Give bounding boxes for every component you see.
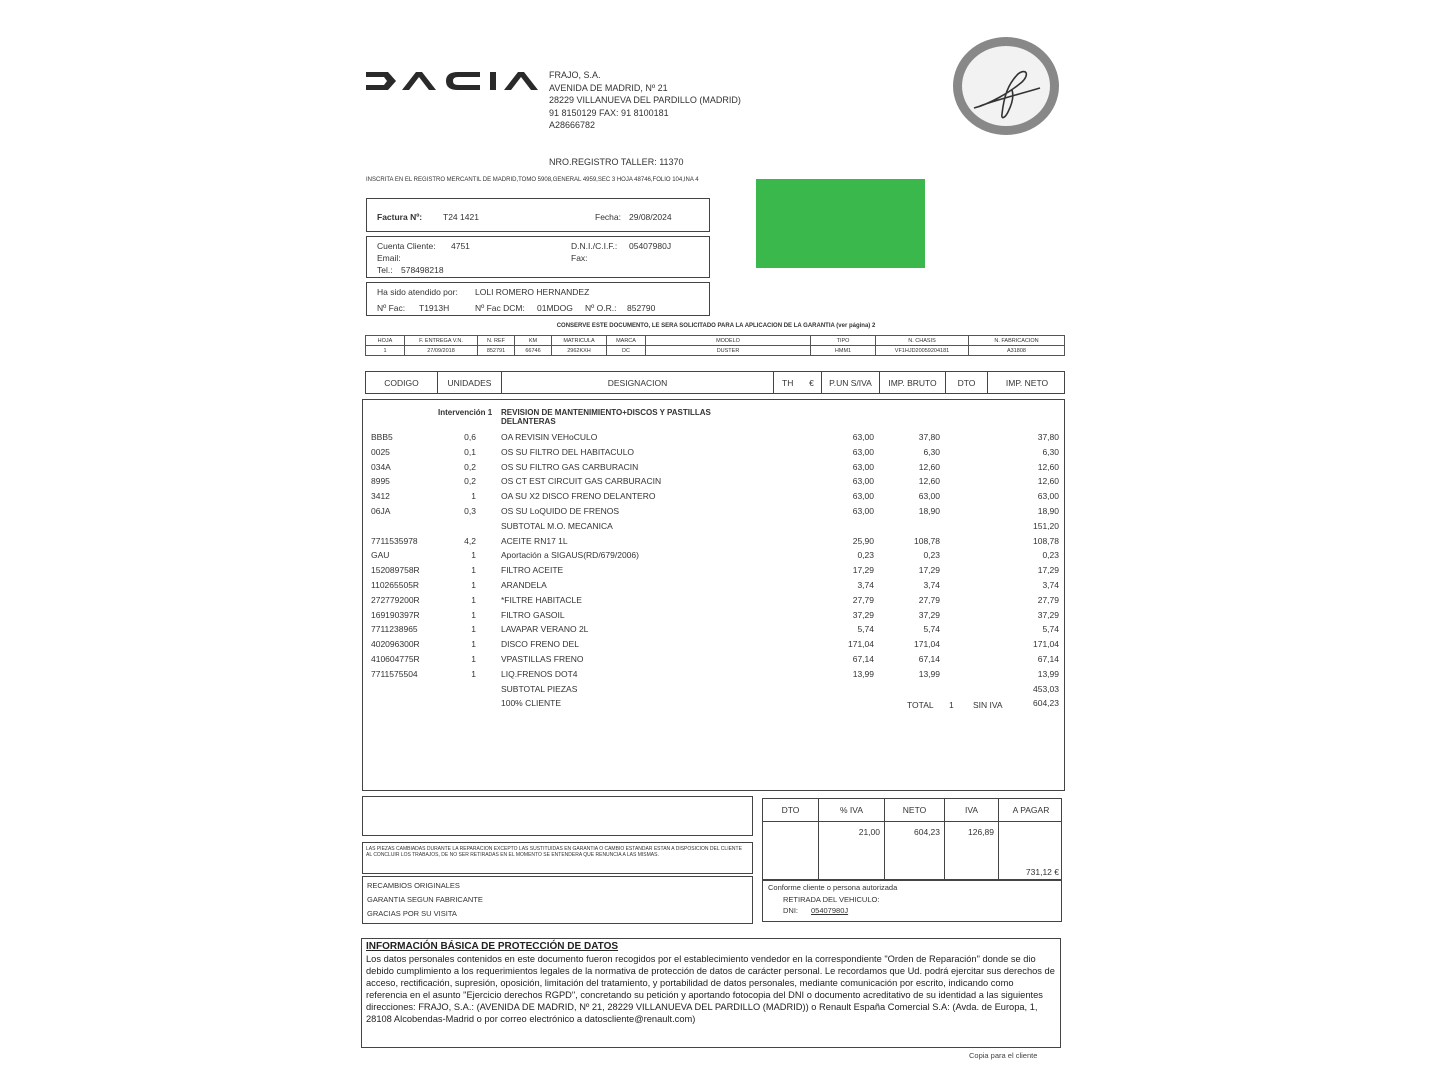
vehicle-header: MODELO (646, 336, 811, 346)
vehicle-header: MARCA (607, 336, 646, 346)
table-row (363, 432, 1064, 446)
table-row (363, 669, 1064, 683)
total-label: TOTAL (907, 700, 934, 710)
line-pu: 3,74 (857, 580, 874, 590)
line-bruto: 37,80 (918, 432, 940, 442)
table-row (363, 521, 1064, 535)
line-code: GAU (371, 550, 390, 561)
line-pu: 63,00 (852, 432, 874, 442)
intervention-title: REVISION DE MANTENIMIENTO+DISCOS Y PASTILLAS (501, 408, 711, 417)
company-address: AVENIDA DE MADRID, Nº 21 (549, 82, 668, 93)
vehicle-header: F. ENTREGA V.N. (405, 336, 478, 346)
legal-note: LAS PIEZAS CAMBIADAS DURANTE LA REPARACION EXCEPTO LAS SUSTITUIDAS EN GARANTIA O CAMBIO ESTANDAR ESTAN A DISPOSICION DEL CLIENTE AL CONCLUIR LOS TRABAJOS, DE NO SER RETIRADAS EN EL MOMENTO SE ENTENDERA QUE RENUNCIA A LAS MISMAS. (362, 842, 753, 874)
line-neto: 18,90 (1037, 506, 1059, 516)
line-qty: 0,2 (464, 476, 476, 487)
vehicle-value: VF1HJD20059204181 (876, 346, 969, 356)
line-pu: 25,90 (852, 535, 874, 546)
line-desc: ARANDELA (501, 580, 547, 590)
vehicle-header: KM (515, 336, 552, 346)
nfac-value: T1913H (419, 303, 450, 313)
total-count: 1 (949, 700, 954, 710)
table-row (363, 447, 1064, 461)
summary-header: % IVA (840, 805, 863, 815)
col-th: TH (782, 377, 794, 388)
lines-box (362, 399, 1065, 791)
line-bruto: 171,04 (914, 639, 940, 650)
table-row (363, 684, 1064, 698)
col-euro: € (802, 372, 822, 393)
company-info (549, 69, 741, 132)
line-neto: 5,74 (1042, 624, 1059, 635)
line-code: 410604775R (371, 654, 420, 664)
table-row (363, 698, 1064, 712)
line-bruto: 0,23 (923, 550, 940, 561)
line-qty: 1 (471, 654, 476, 664)
fecha-label: Fecha: (595, 212, 621, 222)
summary-col-apagar (999, 799, 1063, 879)
line-neto: 12,60 (1037, 461, 1059, 472)
line-bruto: 5,74 (923, 624, 940, 635)
line-desc: FILTRO GASOIL (501, 609, 565, 620)
line-qty: 0,3 (464, 506, 476, 516)
vehicle-value: HMM1 (811, 346, 876, 356)
line-code: 7711575504 (371, 668, 418, 679)
line-desc: OS SU LoQUIDO DE FRENOS (501, 506, 620, 516)
line-bruto: 27,79 (918, 594, 940, 605)
line-qty: 1 (471, 550, 476, 561)
summary-value: 604,23 (914, 827, 940, 837)
summary-col-neto (885, 799, 945, 879)
lines-header (365, 371, 1065, 394)
line-desc: OS SU FILTRO DEL HABITACULO (501, 446, 635, 457)
atendido-box (366, 282, 710, 316)
vehicle-header: N. REF (478, 336, 515, 346)
line-qty: 1 (471, 565, 476, 576)
line-code: 0025 (371, 446, 390, 457)
col-dto: DTO (946, 372, 988, 393)
vehicle-value: 2962KXH (552, 346, 607, 356)
line-neto: 151,20 (1033, 520, 1059, 531)
cliente-box (366, 236, 710, 278)
table-row (363, 550, 1064, 564)
privacy-text: Los datos personales contenidos en este documento fueron recogidos por el establecimiento vendedor en la correspondiente "Orden de Reparación" donde se dio debido cumplimiento a los requerimientos legales de la normativa de protección de datos de carácter personal. Le recordamos que Ud. podrá ejercitar sus derechos de acceso, rectificación, supresión, oposición, limitación del tratamiento, y portabilidad de datos personales, mediante comunicación por escrito, indicando como referencia en el asunto "Ejercicio derechos RGPD", concretando su petición y aportando fotocopia del DNI o documento acreditativo de su identidad a las siguientes direcciones: FRAJO, S.A.: (AVENIDA DE MADRID, Nº 21, 28229 VILLANUEVA DEL PARDILLO (MADRID)) o Renault España Comercial S.A: (Avda. de Europa, 1, 28108 Alcobendas-Madrid o por correo electrónico a datoscliente@renault.com) (366, 954, 1055, 1024)
dacia-logo (366, 66, 538, 96)
line-code: 3412 (371, 491, 390, 502)
vehicle-header: N. FABRICACION (969, 336, 1065, 346)
line-bruto: 37,29 (918, 609, 940, 620)
line-pu: 67,14 (852, 654, 874, 664)
line-pu: 17,29 (852, 565, 874, 576)
line-pu: 0,23 (857, 550, 874, 561)
line-code: 7711238965 (371, 624, 418, 635)
redacted-green-box (756, 179, 925, 268)
line-pu: 63,00 (852, 461, 874, 472)
line-bruto: 12,60 (918, 476, 940, 487)
table-row (363, 506, 1064, 520)
line-code: 06JA (371, 506, 391, 516)
line-desc: ACEITE RN17 1L (501, 535, 568, 546)
summary-value: 126,89 (968, 827, 994, 837)
atendido-name: LOLI ROMERO HERNANDEZ (475, 287, 590, 297)
line-qty: 1 (471, 639, 476, 650)
inscripcion-registro: INSCRITA EN EL REGISTRO MERCANTIL DE MADRID,TOMO 5908,GENERAL 4959,SEC 3 HOJA 48746,FOLIO 104,INA 4 (366, 177, 699, 183)
fecha-value: 29/08/2024 (629, 212, 672, 222)
line-pu: 37,29 (852, 609, 874, 620)
conformidad-box (762, 880, 1062, 922)
col-unidades: UNIDADES (438, 372, 502, 393)
vehicle-value: DUSTER (646, 346, 811, 356)
vehicle-table (365, 335, 1065, 356)
signature-stamp (950, 34, 1062, 138)
line-desc: FILTRO ACEITE (501, 565, 564, 576)
line-code: 8995 (371, 476, 390, 487)
summary-header: DTO (781, 805, 800, 815)
line-desc: 100% CLIENTE (501, 698, 561, 709)
line-neto: 67,14 (1037, 654, 1059, 664)
line-neto: 453,03 (1033, 683, 1059, 694)
line-neto: 17,29 (1037, 565, 1059, 576)
table-row (363, 565, 1064, 579)
company-city: 28229 VILLANUEVA DEL PARDILLO (MADRID) (549, 95, 741, 105)
line-desc: OS CT EST CIRCUIT GAS CARBURACIN (501, 476, 662, 487)
line-bruto: 63,00 (918, 491, 940, 502)
line-neto: 6,30 (1042, 446, 1059, 457)
vehicle-value: 27/09/2018 (405, 346, 478, 356)
line-bruto: 12,60 (918, 461, 940, 472)
line-neto: 171,04 (1033, 639, 1059, 650)
atendido-label: Ha sido atendido por: (377, 287, 458, 297)
conformidad-dni-label: DNI: (783, 906, 798, 915)
dni-value: 05407980J (629, 241, 672, 251)
cuenta-label: Cuenta Cliente: (377, 241, 436, 251)
line-qty: 1 (471, 609, 476, 620)
privacy-title: INFORMACIÓN BÁSICA DE PROTECCIÓN DE DATOS (366, 941, 619, 952)
line-neto: 12,60 (1037, 476, 1059, 487)
summary-header: NETO (902, 805, 927, 815)
summary-header: IVA (964, 805, 979, 815)
vehicle-value: 1 (366, 346, 405, 356)
company-cif: A28666782 (549, 120, 596, 130)
factura-label: Factura Nº: (377, 212, 423, 222)
table-row (363, 580, 1064, 594)
privacy-box (361, 938, 1061, 1048)
summary-box (762, 798, 1062, 880)
recambios-line: GRACIAS POR SU VISITA (367, 909, 457, 918)
table-row (363, 476, 1064, 490)
col-pun: P.UN S/IVA (822, 372, 880, 393)
line-code: 110265505R (371, 580, 420, 590)
vehicle-header-row (366, 336, 1065, 346)
factura-box (366, 198, 710, 232)
line-desc: Aportación a SIGAUS(RD/679/2006) (501, 550, 639, 561)
or-value: 852790 (627, 303, 656, 313)
line-desc: DISCO FRENO DEL (501, 639, 579, 650)
line-code: 152089758R (371, 565, 420, 576)
conformidad-line2: RETIRADA DEL VEHICULO: (783, 895, 880, 904)
summary-value: 21,00 (858, 827, 880, 837)
table-row (363, 536, 1064, 550)
line-bruto: 67,14 (918, 654, 940, 664)
vehicle-header: MATRICULA (552, 336, 607, 346)
intervention-label: Intervención 1 (438, 408, 493, 417)
line-code: 7711535978 (371, 535, 418, 546)
vehicle-value: 852791 (478, 346, 515, 356)
recambios-line: RECAMBIOS ORIGINALES (367, 881, 460, 890)
col-codigo: CODIGO (366, 372, 438, 393)
vehicle-value: 66746 (515, 346, 552, 356)
or-label: Nº O.R.: (585, 303, 617, 313)
line-code: BBB5 (371, 432, 393, 442)
line-code: 169190397R (371, 609, 420, 620)
vehicle-header: HOJA (366, 336, 405, 346)
vehicle-value-row (366, 346, 1065, 356)
line-desc: OA SU X2 DISCO FRENO DELANTERO (501, 491, 656, 502)
line-code: 272779200R (371, 594, 420, 605)
summary-col-dto (763, 799, 819, 879)
line-desc: LIQ.FRENOS DOT4 (501, 668, 578, 679)
line-code: 034A (371, 461, 391, 472)
table-row (363, 624, 1064, 638)
vehicle-value: A31808 (969, 346, 1065, 356)
line-qty: 1 (471, 624, 476, 635)
line-bruto: 108,78 (914, 535, 940, 546)
line-pu: 27,79 (852, 594, 874, 605)
nfac-label: Nº Fac: (377, 303, 406, 313)
line-neto: 27,79 (1037, 594, 1059, 605)
intervention-title-2: DELANTERAS (501, 417, 556, 426)
line-neto: 37,29 (1037, 609, 1059, 620)
line-neto: 0,23 (1042, 550, 1059, 561)
line-bruto: 13,99 (918, 668, 940, 679)
line-pu: 63,00 (852, 491, 874, 502)
summary-col-iva (945, 799, 999, 879)
table-row (363, 639, 1064, 653)
table-row (363, 595, 1064, 609)
line-neto: 3,74 (1042, 580, 1059, 590)
line-qty: 0,2 (464, 461, 476, 472)
line-bruto: 17,29 (918, 565, 940, 576)
line-neto: 37,80 (1037, 432, 1059, 442)
line-neto: 604,23 (1033, 698, 1059, 709)
line-qty: 1 (471, 580, 476, 590)
notes-box (362, 796, 753, 836)
line-qty: 0,1 (464, 446, 476, 457)
summary-col-piva (819, 799, 885, 879)
fax-label: Fax: (571, 253, 588, 263)
summary-header: A PAGAR (1012, 805, 1050, 815)
recambios-box (362, 876, 753, 924)
line-pu: 63,00 (852, 476, 874, 487)
line-desc: OA REVISIN VEHoCULO (501, 432, 598, 442)
table-row (363, 654, 1064, 668)
copia-label: Copia para el cliente (969, 1051, 1038, 1060)
vehicle-header: TIPO (811, 336, 876, 346)
line-desc: SUBTOTAL PIEZAS (501, 683, 578, 694)
dcm-label: Nº Fac DCM: (475, 303, 525, 313)
line-code: 402096300R (371, 639, 420, 650)
line-neto: 108,78 (1033, 535, 1059, 546)
line-bruto: 6,30 (923, 446, 940, 457)
company-phone: 91 8150129 FAX: 91 8100181 (549, 107, 669, 118)
line-neto: 13,99 (1037, 668, 1059, 679)
table-row (363, 462, 1064, 476)
line-qty: 1 (471, 594, 476, 605)
email-label: Email: (377, 253, 401, 263)
line-qty: 1 (471, 491, 476, 502)
summary-total: 731,12 € (1025, 867, 1059, 877)
line-desc: LAVAPAR VERANO 2L (501, 624, 589, 635)
line-desc: *FILTRE HABITACLE (501, 594, 582, 605)
tel-value: 578498218 (401, 265, 444, 275)
line-qty: 1 (471, 668, 476, 679)
line-desc: SUBTOTAL M.O. MECANICA (501, 520, 613, 531)
factura-number: T24 1421 (443, 212, 479, 222)
warranty-notice: CONSERVE ESTE DOCUMENTO, LE SERA SOLICITADO PARA LA APLICACION DE LA GARANTIA (ver página) 2 (556, 323, 876, 329)
col-neto: IMP. NETO (1005, 377, 1049, 388)
col-bruto: IMP. BRUTO (880, 372, 946, 393)
line-pu: 171,04 (848, 639, 874, 650)
line-bruto: 18,90 (918, 506, 940, 516)
line-neto: 63,00 (1037, 491, 1059, 502)
vehicle-value: DC (607, 346, 646, 356)
conformidad-line1: Conforme cliente o persona autorizada (768, 883, 898, 892)
table-row (363, 491, 1064, 505)
tel-label: Tel.: (377, 265, 393, 275)
line-bruto: 3,74 (923, 580, 940, 590)
registro-taller: NRO.REGISTRO TALLER: 11370 (549, 157, 684, 167)
company-name: FRAJO, S.A. (549, 70, 601, 80)
table-row (363, 610, 1064, 624)
vehicle-header: N. CHASIS (876, 336, 969, 346)
line-pu: 5,74 (857, 624, 874, 635)
cuenta-value: 4751 (451, 241, 470, 251)
total-siniva: SIN IVA (973, 700, 1003, 710)
col-designacion: DESIGNACION (502, 372, 774, 393)
line-qty: 0,6 (464, 432, 476, 442)
dcm-value: 01MDOG (537, 303, 573, 313)
conformidad-dni: 05407980J (811, 906, 849, 915)
line-pu: 13,99 (852, 668, 874, 679)
line-qty: 4,2 (464, 535, 476, 546)
line-desc: OS SU FILTRO GAS CARBURACIN (501, 461, 639, 472)
line-pu: 63,00 (852, 506, 874, 516)
line-desc: VPASTILLAS FRENO (501, 654, 584, 664)
line-pu: 63,00 (852, 446, 874, 457)
dni-label: D.N.I./C.I.F.: (571, 241, 618, 251)
recambios-line: GARANTIA SEGUN FABRICANTE (367, 895, 483, 904)
